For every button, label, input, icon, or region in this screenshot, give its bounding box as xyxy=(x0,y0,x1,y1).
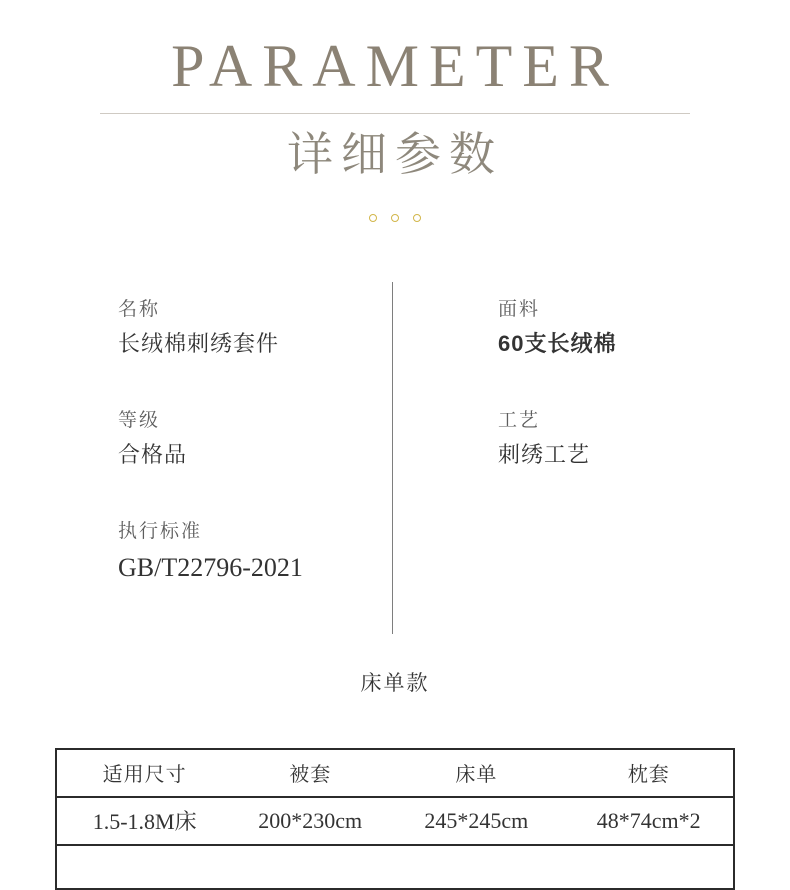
spec-item-name xyxy=(118,300,303,355)
specs-left-column xyxy=(118,300,303,637)
table-row-cutoff xyxy=(56,845,734,889)
header-cell-pillowcase: 枕套 xyxy=(564,749,734,797)
header-cell-size: 适用尺寸 xyxy=(56,749,232,797)
spec-value: 合格品 xyxy=(118,441,188,467)
table-header-row xyxy=(56,749,734,797)
spec-item-craft xyxy=(498,411,616,466)
header xyxy=(0,30,790,222)
empty-cell xyxy=(232,845,388,889)
specs-right-column xyxy=(498,300,616,522)
cell-bed-size: 1.5-1.8M床 xyxy=(56,797,232,845)
table-section-title: 床单款 xyxy=(360,671,430,695)
size-table-body xyxy=(56,797,734,889)
spec-value: 刺绣工艺 xyxy=(498,441,591,467)
header-cell-duvet-cover: 被套 xyxy=(232,749,388,797)
empty-cell xyxy=(388,845,564,889)
page-title-english: PARAMETER xyxy=(171,33,619,99)
cell-pillowcase-size: 48*74cm*2 xyxy=(564,797,734,845)
spec-label: 等级 xyxy=(118,409,161,431)
spec-label: 名称 xyxy=(118,298,161,320)
specs-section xyxy=(0,288,790,643)
product-parameter-page xyxy=(0,30,790,890)
column-divider-line xyxy=(392,282,393,634)
ring-dot-icon xyxy=(369,214,377,222)
table-row xyxy=(56,797,734,845)
header-divider-line xyxy=(100,113,690,114)
empty-cell xyxy=(564,845,734,889)
spec-item-fabric xyxy=(498,300,616,355)
spec-item-standard xyxy=(118,522,303,581)
size-table-header xyxy=(56,749,734,797)
ring-dot-icon xyxy=(413,214,421,222)
spec-value: 长绒棉刺绣套件 xyxy=(118,330,280,356)
cell-duvet-cover-size: 200*230cm xyxy=(232,797,388,845)
ring-dot-icon xyxy=(391,214,399,222)
ornament-dots xyxy=(0,214,790,222)
spec-label: 面料 xyxy=(498,298,541,320)
size-table xyxy=(55,748,735,890)
spec-label: 工艺 xyxy=(498,409,541,431)
spec-item-grade xyxy=(118,411,303,466)
spec-label: 执行标准 xyxy=(118,520,203,542)
spec-value: 60支长绒棉 xyxy=(498,330,617,356)
cell-bed-sheet-size: 245*245cm xyxy=(388,797,564,845)
header-cell-bed-sheet: 床单 xyxy=(388,749,564,797)
empty-cell xyxy=(56,845,232,889)
spec-value: GB/T22796-2021 xyxy=(118,552,303,582)
page-title-chinese: 详细参数 xyxy=(287,128,503,180)
